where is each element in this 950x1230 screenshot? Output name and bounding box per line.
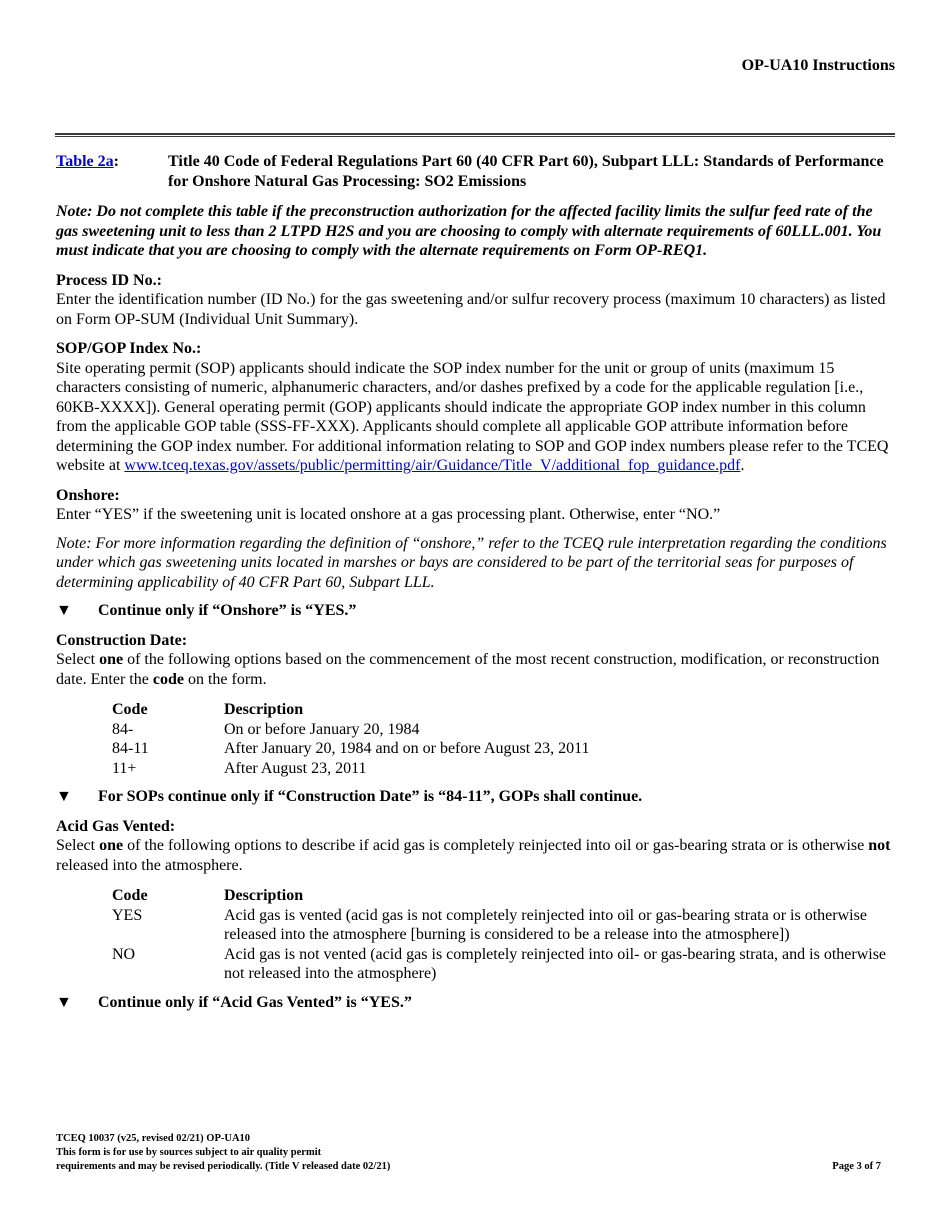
- table-title: Title 40 Code of Federal Regulations Part 60 (40 CFR Part 60), Subpart LLL: Standards of Performance for Onshore Natural Gas Processing: SO2 Emissions: [168, 153, 884, 190]
- header-divider: [55, 133, 895, 137]
- acid-gas-code-table: [112, 886, 896, 984]
- continue-construction: [56, 787, 896, 807]
- acid-gas-text: Select one of the following options to describe if acid gas is completely reinjected into oil or gas-bearing strata or is otherwise not released into the atmosphere.: [56, 837, 891, 874]
- code-table-header: [112, 886, 896, 906]
- table-row: [112, 720, 896, 740]
- description-cell: After January 20, 1984 and on or before August 23, 2011: [224, 740, 590, 757]
- continue-construction-text: For SOPs continue only if “Construction Date” is “84-11”, GOPs shall continue.: [98, 788, 643, 805]
- construction-section: [56, 631, 896, 690]
- main-content: [56, 152, 896, 1012]
- footer-revision-note: requirements and may be revised periodically. (Title V released date 02/21): [56, 1161, 391, 1172]
- continue-acid-gas: [56, 993, 896, 1013]
- onshore-title: Onshore:: [56, 486, 120, 504]
- table-heading: [56, 152, 896, 191]
- table-link-colon: :: [113, 153, 119, 170]
- footer-usage-note: This form is for use by sources subject to air quality permit: [56, 1147, 322, 1158]
- page-footer: [56, 1132, 881, 1174]
- description-cell: On or before January 20, 1984: [224, 720, 420, 738]
- description-cell: Acid gas is vented (acid gas is not completely reinjected into oil or gas-bearing strata or is otherwise released into the atmosphere [burning is considered to be a release into the atmosphere]): [224, 906, 867, 943]
- sop-gop-section: [56, 339, 896, 476]
- process-id-section: [56, 271, 896, 330]
- description-cell: Acid gas is not vented (acid gas is completely reinjected into oil- or gas-bearing strata, and is otherwise not released into the atmosphere): [224, 945, 887, 982]
- code-cell: NO: [112, 945, 136, 963]
- continue-onshore-text: Continue only if “Onshore” is “YES.”: [98, 602, 357, 619]
- table-2a-link[interactable]: Table 2a: [56, 153, 114, 170]
- continue-onshore: [56, 601, 896, 621]
- construction-code-table: [112, 700, 896, 778]
- description-column-header: Description: [224, 701, 304, 718]
- table-row: [112, 945, 896, 984]
- down-triangle-icon: ▼: [56, 602, 72, 619]
- table-row: [112, 906, 896, 945]
- page-header-title: OP-UA10 Instructions: [741, 57, 895, 74]
- code-cell: YES: [112, 906, 143, 924]
- process-id-text: Enter the identification number (ID No.) for the gas sweetening and/or sulfur recovery process (maximum 10 characters) as listed on Form OP-SUM (Individual Unit Summary).: [56, 291, 886, 328]
- onshore-note: Note: For more information regarding the definition of “onshore,” refer to the TCEQ rule interpretation regarding the conditions under which gas sweetening units located in marshes or bays are considered to be part of the territorial seas for purposes of determining applicability of 40 CFR Part 60, Subpart LLL.: [56, 534, 887, 591]
- code-cell: 11+: [112, 759, 137, 777]
- code-cell: 84-: [112, 720, 134, 738]
- down-triangle-icon: ▼: [56, 993, 72, 1011]
- acid-gas-title: Acid Gas Vented:: [56, 817, 176, 835]
- table-row: [112, 759, 896, 779]
- applicability-note: Note: Do not complete this table if the preconstruction authorization for the affected facility limits the sulfur feed rate of the gas sweetening unit to less than 2 LTPD H2S and you are choosing to comply with alternate requirements of 60LLL.001. You must indicate that you are choosing to comply with the alternate requirements on Form OP-REQ1.: [56, 203, 882, 259]
- footer-form-id: TCEQ 10037 (v25, revised 02/21) OP-UA10: [56, 1133, 251, 1144]
- code-column-header: Code: [112, 887, 148, 904]
- sop-gop-text: Site operating permit (SOP) applicants should indicate the SOP index number for the unit or group of units (maximum 15 characters consisting of numeric, alphanumeric characters, and/or dashes prefixed by a code for the applicable regulation [i.e., 60KB-XXXX]). General operating permit (GOP) applicants should indicate the appropriate GOP index number in this column from the applicable GOP table (SSS-FF-XXX). Applicants should complete all applicable GOP attribute information before determining the GOP index number. For additional information relating to SOP and GOP index numbers please refer to the TCEQ website at www.tceq.texas.gov/assets/public/permitting/air/Guidance/Title_V/additional_fop_guidance.pdf.: [56, 359, 889, 474]
- fop-guidance-link[interactable]: www.tceq.texas.gov/assets/public/permitting/air/Guidance/Title_V/additional_fop_guidance.pdf: [124, 457, 741, 474]
- continue-acid-gas-text: Continue only if “Acid Gas Vented” is “YES.”: [98, 993, 412, 1011]
- onshore-section: [56, 486, 896, 525]
- construction-title: Construction Date:: [56, 631, 188, 649]
- page-number: Page 3 of 7: [832, 1161, 881, 1172]
- down-triangle-icon: ▼: [56, 788, 72, 805]
- onshore-text: Enter “YES” if the sweetening unit is located onshore at a gas processing plant. Otherwise, enter “NO.”: [56, 506, 721, 523]
- construction-text: Select one of the following options based on the commencement of the most recent construction, modification, or reconstruction date. Enter the code on the form.: [56, 651, 880, 688]
- description-cell: After August 23, 2011: [224, 759, 367, 777]
- code-table-header: [112, 700, 896, 720]
- process-id-title: Process ID No.:: [56, 271, 162, 289]
- code-cell: 84-11: [112, 740, 149, 757]
- sop-gop-title: SOP/GOP Index No.:: [56, 340, 202, 357]
- description-column-header: Description: [224, 887, 304, 904]
- table-row: [112, 739, 896, 759]
- code-column-header: Code: [112, 701, 148, 718]
- acid-gas-section: [56, 817, 896, 876]
